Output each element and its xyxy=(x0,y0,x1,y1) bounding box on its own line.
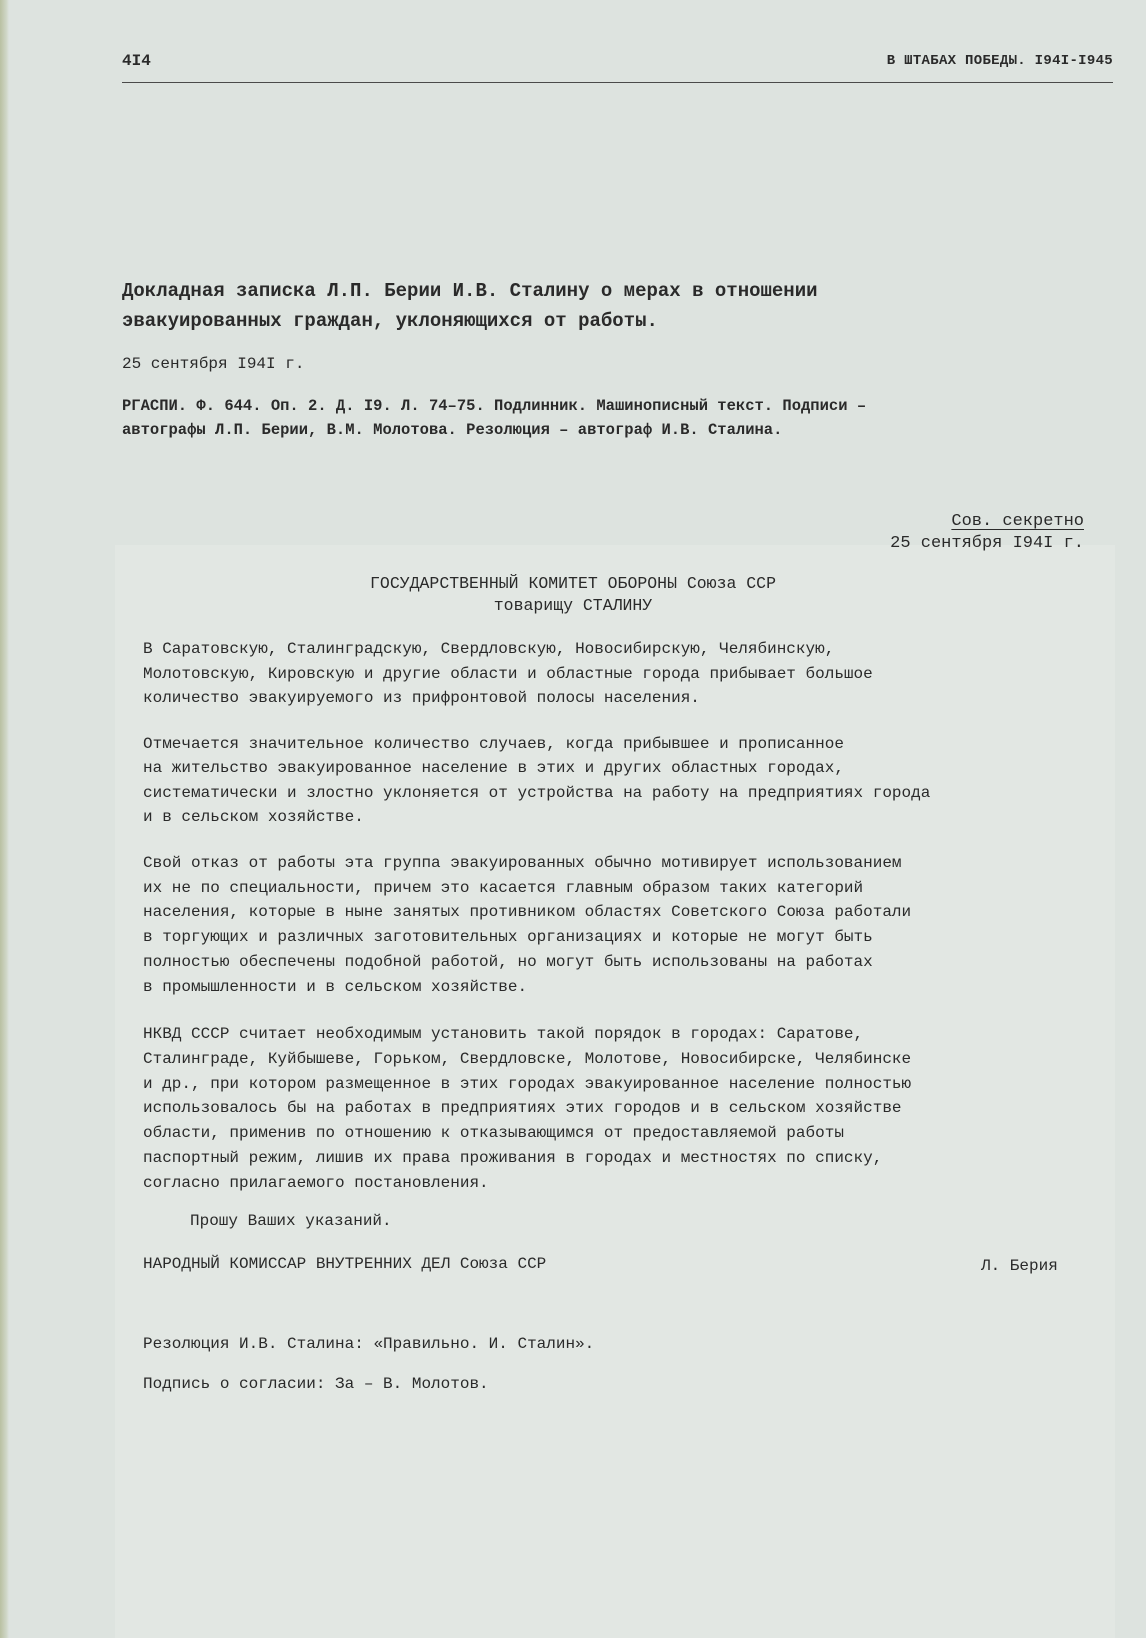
paragraph-line: паспортный режим, лишив их права проживания в городах и местностях по списку, xyxy=(143,1149,883,1167)
paragraph-line: Молотовскую, Кировскую и другие области и областные города прибывает большое xyxy=(143,665,873,683)
paragraph-line: и в сельском хозяйстве. xyxy=(143,808,364,826)
page-number: 4I4 xyxy=(122,52,151,70)
resolution-note: Резолюция И.В. Сталина: «Правильно. И. Сталин». xyxy=(143,1335,595,1353)
paragraph-line: НКВД СССР считает необходимым установить такой порядок в городах: Саратове, xyxy=(143,1025,864,1043)
paragraph-line: на жительство эвакуированное население в этих и других областных городах, xyxy=(143,759,844,777)
document-date: 25 сентября I94I г. xyxy=(122,355,305,373)
closing-request: Прошу Ваших указаний. xyxy=(190,1212,392,1230)
paragraph-line: полностью обеспечены подобной работой, но могут быть использованы на работах xyxy=(143,953,873,971)
running-title: В ШТАБАХ ПОБЕДЫ. I94I-I945 xyxy=(886,53,1113,69)
addressee-organization: ГОСУДАРСТВЕННЫЙ КОМИТЕТ ОБОРОНЫ Союза ССР xyxy=(370,574,776,593)
paragraph-line: в промышленности и в сельском хозяйстве. xyxy=(143,978,528,996)
paragraph-line: в торгующих и различных заготовительных организациях и которые не могут быть xyxy=(143,928,873,946)
paragraph-line: количество эвакуируемого из прифронтовой полосы населения. xyxy=(143,689,700,707)
paragraph-line: их не по специальности, причем это касается главным образом таких категорий xyxy=(143,879,864,897)
page-edge xyxy=(0,0,9,1638)
paragraph-line: В Саратовскую, Сталинградскую, Свердловскую, Новосибирскую, Челябинскую, xyxy=(143,640,835,658)
letter-date: 25 сентября I94I г. xyxy=(890,534,1084,553)
document-title-line: Докладная записка Л.П. Берии И.В. Сталину о мерах в отношении xyxy=(122,280,818,302)
addressee-name: товарищу СТАЛИНУ xyxy=(493,596,653,615)
paragraph-line: Сталинграде, Куйбышеве, Горьком, Свердловске, Молотове, Новосибирске, Челябинске xyxy=(143,1050,912,1068)
paragraph-line: населения, которые в ныне занятых противником областях Советского Союза работали xyxy=(143,903,912,921)
signer-title: НАРОДНЫЙ КОМИССАР ВНУТРЕННИХ ДЕЛ Союза ССР xyxy=(143,1255,547,1273)
paragraph-line: Свой отказ от работы эта группа эвакуированных обычно мотивирует использованием xyxy=(143,854,902,872)
paragraph-line: систематически и злостно уклоняется от устройства на работу на предприятиях города xyxy=(143,784,931,802)
paragraph-line: и др., при котором размещенное в этих городах эвакуированное население полностью xyxy=(143,1075,912,1093)
paragraph-line: Отмечается значительное количество случаев, когда прибывшее и прописанное xyxy=(143,735,844,753)
running-header xyxy=(122,52,1113,83)
paragraph-line: использовалось бы на работах в предприятиях этих городов и в сельском хозяйстве xyxy=(143,1099,902,1117)
document-title-line: эвакуированных граждан, уклоняющихся от работы. xyxy=(122,310,658,332)
paragraph-line: согласно прилагаемого постановления. xyxy=(143,1174,489,1192)
classification-stamp: Сов. секретно xyxy=(951,512,1084,531)
paragraph-line: области, применив по отношению к отказывающимся от предоставляемой работы xyxy=(143,1124,844,1142)
archival-source-line: РГАСПИ. Ф. 644. Оп. 2. Д. I9. Л. 74–75. Подлинник. Машинописный текст. Подписи – xyxy=(122,397,867,415)
document-title xyxy=(122,276,1022,336)
archival-source-line: автографы Л.П. Берии, В.М. Молотова. Резолюция – автограф И.В. Сталина. xyxy=(122,421,783,439)
agreement-note: Подпись о согласии: За – В. Молотов. xyxy=(143,1375,489,1393)
signer-name: Л. Берия xyxy=(981,1257,1058,1275)
